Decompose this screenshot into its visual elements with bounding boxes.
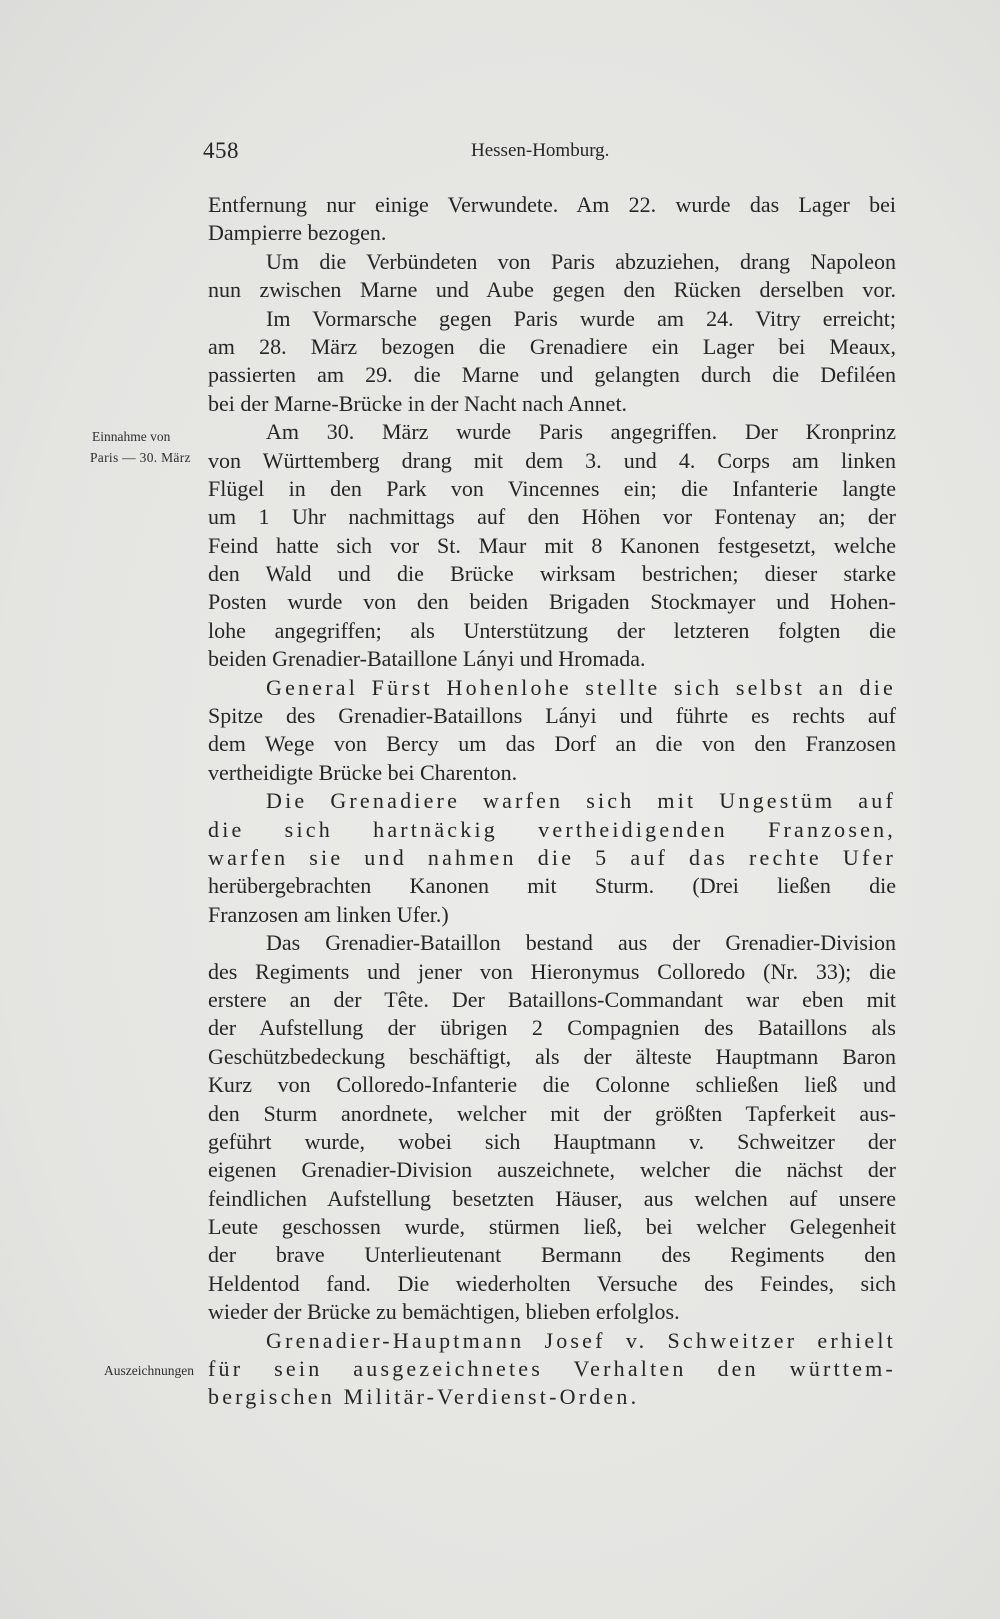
text-line: Geschützbedeckung beschäftigt, als der älteste Hauptmann Baron — [208, 1043, 896, 1069]
text-line: die sich hartnäckig vertheidigenden Franzosen, — [208, 816, 896, 842]
text-line: Die Grenadiere warfen sich mit Ungestüm auf — [266, 788, 896, 814]
text-line: beiden Grenadier-Bataillone Lányi und Hromada. — [208, 646, 646, 672]
margin-note-einnahme-line1: Einnahme von — [92, 429, 171, 444]
text-line: Das Grenadier-Bataillon bestand aus der Grenadier-Division — [266, 930, 896, 956]
text-line: bei der Marne-Brücke in der Nacht nach Annet. — [208, 390, 628, 416]
text-line: feindlichen Aufstellung besetzten Häuser, aus welchen auf unsere — [208, 1185, 896, 1211]
text-line: Flügel in den Park von Vincennes ein; die Infanterie langte — [208, 475, 896, 501]
text-line: Um die Verbündeten von Paris abzuziehen, drang Napoleon — [266, 248, 896, 274]
text-line: geführt wurde, wobei sich Hauptmann v. Schweitzer der — [208, 1128, 896, 1154]
text-line: Im Vormarsche gegen Paris wurde am 24. Vitry erreicht; — [266, 305, 896, 331]
text-line: Feind hatte sich vor St. Maur mit 8 Kanonen festgesetzt, welche — [208, 532, 896, 558]
text-line: des Regiments und jener von Hieronymus Colloredo (Nr. 33); die — [208, 958, 896, 984]
text-line: Entfernung nur einige Verwundete. Am 22. wurde das Lager bei — [208, 192, 896, 217]
text-line: Franzosen am linken Ufer.) — [208, 901, 449, 927]
page-header — [203, 138, 623, 168]
text-line: bergischen Militär-Verdienst-Orden. — [208, 1384, 640, 1410]
text-line: vertheidigte Brücke bei Charenton. — [208, 759, 518, 785]
margin-note-einnahme-line2: Paris — 30. März — [90, 450, 191, 465]
text-line: den Sturm anordnete, welcher mit der größten Tapferkeit aus- — [208, 1100, 896, 1126]
text-line: Kurz von Colloredo-Infanterie die Colonne schließen ließ und — [208, 1072, 896, 1098]
body-text — [208, 191, 896, 1412]
text-line: für sein ausgezeichnetes Verhalten den württem- — [208, 1356, 896, 1382]
text-line: erstere an der Tête. Der Bataillons-Commandant war eben mit — [208, 986, 896, 1012]
text-line: dem Wege von Bercy um das Dorf an die von den Franzosen — [208, 731, 896, 757]
text-line: herübergebrachten Kanonen mit Sturm. (Drei ließen die — [208, 873, 896, 899]
text-line: Heldentod fand. Die wiederholten Versuche des Feindes, sich — [208, 1270, 896, 1296]
text-line: Dampierre bezogen. — [208, 220, 387, 246]
text-line: eigenen Grenadier-Division auszeichnete, welcher die nächst der — [208, 1157, 896, 1183]
margin-note-auszeichnungen: Auszeichnungen — [104, 1363, 194, 1378]
text-line: den Wald und die Brücke wirksam bestrichen; dieser starke — [208, 561, 896, 587]
text-line: nun zwischen Marne und Aube gegen den Rücken derselben vor. — [208, 277, 896, 303]
text-line: lohe angegriffen; als Unterstützung der letzteren folgten die — [208, 617, 896, 643]
text-line: Spitze des Grenadier-Bataillons Lányi und führte es rechts auf — [208, 703, 896, 729]
text-line: der Aufstellung der übrigen 2 Compagnien des Bataillons als — [208, 1015, 896, 1041]
text-line: von Württemberg drang mit dem 3. und 4. Corps am linken — [208, 447, 896, 473]
text-line: General Fürst Hohenlohe stellte sich selbst an die — [266, 674, 896, 700]
text-line: am 28. März bezogen die Grenadiere ein Lager bei Meaux, — [208, 333, 896, 359]
running-title: Hessen-Homburg. — [471, 140, 610, 161]
text-line: Posten wurde von den beiden Brigaden Stockmayer und Hohen- — [208, 589, 896, 615]
text-line: passierten am 29. die Marne und gelangten durch die Defiléen — [208, 362, 896, 388]
page-number: 458 — [203, 138, 239, 163]
text-line: um 1 Uhr nachmittags auf den Höhen vor Fontenay an; der — [208, 504, 896, 530]
text-line: Am 30. März wurde Paris angegriffen. Der Kronprinz — [266, 419, 896, 445]
text-line: Grenadier-Hauptmann Josef v. Schweitzer erhielt — [266, 1327, 896, 1353]
text-line: Leute geschossen wurde, stürmen ließ, bei welcher Gelegenheit — [208, 1214, 896, 1240]
text-line: warfen sie und nahmen die 5 auf das rechte Ufer — [208, 844, 896, 870]
text-line: der brave Unterlieutenant Bermann des Regiments den — [208, 1242, 896, 1268]
text-line: wieder der Brücke zu bemächtigen, blieben erfolglos. — [208, 1299, 680, 1325]
